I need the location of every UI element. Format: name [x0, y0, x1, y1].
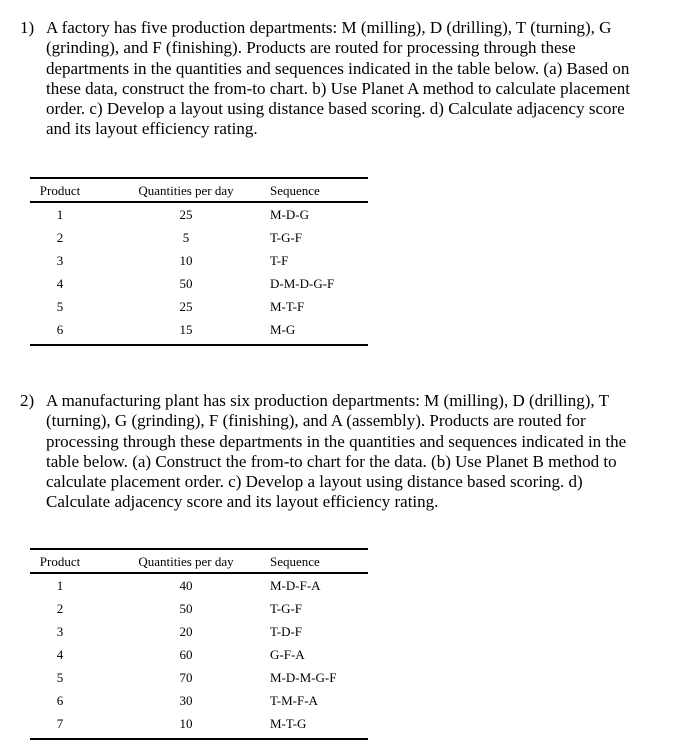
cell-sequence: M-G — [270, 322, 296, 337]
table-row — [30, 318, 368, 341]
question-text-line: order. c) Develop a layout using distance based scoring. d) Calculate adjacency score — [46, 99, 625, 119]
table-row — [30, 643, 368, 666]
header-sequence: Sequence — [270, 183, 320, 198]
cell-quantity: 5 — [182, 230, 190, 245]
cell-sequence: M-T-F — [270, 299, 305, 314]
cell-product: 4 — [56, 647, 64, 662]
table-2 — [30, 548, 368, 740]
table-1 — [30, 177, 368, 346]
table-row — [30, 574, 368, 597]
cell-sequence: T-G-F — [270, 230, 303, 245]
question-text-line: table below. (a) Construct the from-to chart for the data. (b) Use Planet B method to — [46, 451, 617, 471]
question-text-line: processing through these departments in the quantities and sequences indicated in the — [46, 431, 627, 451]
cell-product: 7 — [56, 716, 64, 731]
question-text-line: calculate placement order. c) Develop a layout using distance based scoring. d) — [46, 472, 583, 492]
question-text-line: Calculate adjacency score and its layout efficiency rating. — [46, 492, 439, 512]
cell-product: 6 — [56, 693, 64, 708]
cell-sequence: M-D-M-G-F — [270, 670, 337, 685]
question-2 — [20, 391, 626, 513]
table-row — [30, 712, 368, 735]
cell-quantity: 50 — [179, 601, 193, 616]
cell-sequence: M-T-G — [270, 716, 307, 731]
cell-product: 5 — [56, 670, 64, 685]
question-text-line: these data, construct the from-to chart. b) Use Planet A method to calculate placement — [46, 78, 630, 98]
question-text-line: departments in the quantities and sequences indicated in the table below. (a) Based on — [46, 58, 630, 78]
cell-product: 1 — [56, 207, 64, 222]
table-bottom-rule — [30, 738, 368, 740]
cell-sequence: G-F-A — [270, 647, 305, 662]
question-number: 1) — [20, 18, 35, 37]
cell-sequence: T-M-F-A — [270, 693, 318, 708]
header-quantity: Quantities per day — [138, 183, 234, 198]
question-1 — [20, 18, 630, 140]
table-row — [30, 666, 368, 689]
cell-quantity: 70 — [179, 670, 193, 685]
table-header — [30, 179, 368, 203]
question-text-line: (grinding), and F (finishing). Products are routed for processing through these — [46, 38, 576, 58]
table-row — [30, 272, 368, 295]
table-row — [30, 689, 368, 712]
cell-quantity: 50 — [179, 276, 193, 291]
question-text-line: and its layout efficiency rating. — [46, 119, 258, 139]
cell-product: 2 — [56, 601, 64, 616]
cell-quantity: 40 — [179, 578, 193, 593]
cell-quantity: 10 — [179, 253, 193, 268]
cell-product: 4 — [56, 276, 64, 291]
question-number: 2) — [20, 391, 35, 410]
cell-sequence: T-F — [270, 253, 289, 268]
header-product: Product — [39, 554, 81, 569]
question-text-line: (turning), G (grinding), F (finishing), and A (assembly). Products are routed for — [46, 411, 586, 431]
cell-quantity: 25 — [179, 207, 193, 222]
cell-product: 5 — [56, 299, 64, 314]
header-quantity: Quantities per day — [138, 554, 234, 569]
table-row — [30, 620, 368, 643]
cell-quantity: 60 — [179, 647, 193, 662]
table-row — [30, 203, 368, 226]
table-row — [30, 226, 368, 249]
question-text-line: A factory has five production departments: M (milling), D (drilling), T (turning), G — [46, 18, 612, 37]
cell-product: 2 — [56, 230, 64, 245]
header-product: Product — [39, 183, 81, 198]
cell-sequence: T-D-F — [270, 624, 303, 639]
table-row — [30, 249, 368, 272]
header-sequence: Sequence — [270, 554, 320, 569]
cell-quantity: 30 — [179, 693, 193, 708]
cell-quantity: 20 — [179, 624, 193, 639]
cell-product: 3 — [56, 624, 64, 639]
cell-quantity: 25 — [179, 299, 193, 314]
cell-product: 6 — [56, 322, 64, 337]
table-bottom-rule — [30, 344, 368, 346]
cell-sequence: T-G-F — [270, 601, 303, 616]
cell-sequence: M-D-F-A — [270, 578, 321, 593]
table-row — [30, 295, 368, 318]
cell-quantity: 10 — [179, 716, 193, 731]
cell-quantity: 15 — [179, 322, 193, 337]
cell-product: 3 — [56, 253, 64, 268]
table-row — [30, 597, 368, 620]
table-header — [30, 550, 368, 574]
question-text-line: A manufacturing plant has six production departments: M (milling), D (drilling), T — [46, 391, 609, 410]
cell-sequence: M-D-G — [270, 207, 309, 222]
cell-product: 1 — [56, 578, 64, 593]
cell-sequence: D-M-D-G-F — [270, 276, 335, 291]
